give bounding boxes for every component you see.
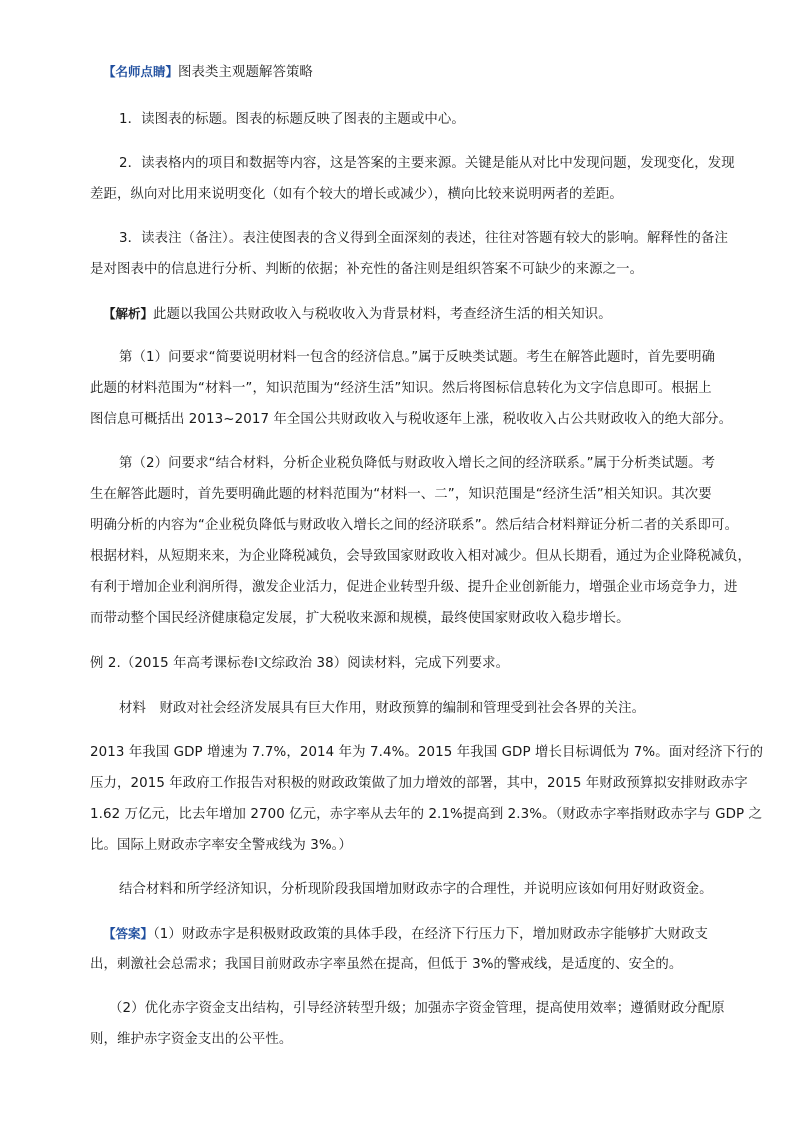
- tip-item-1: 1．读图表的标题。图表的标题反映了图表的主题或中心。: [119, 112, 465, 127]
- analysis-tag: 【解析】: [103, 306, 154, 321]
- tip-heading: [0, 60, 794, 84]
- example-material-line-2: 压力，2015 年政府工作报告对积极的财政政策做了加力增效的部署，其中，2015 年财政预算拟安排财政赤字: [90, 776, 748, 791]
- answer-line-1: [0, 922, 794, 946]
- answer-item-2-line-1: （2）优化赤字资金支出结构，引导经济转型升级；加强赤字资金管理，提高使用效率；遵循财政分配原: [109, 1001, 725, 1016]
- example-heading: 例 2.（2015 年高考课标卷Ⅰ文综政治 38）阅读材料，完成下列要求。: [90, 656, 510, 671]
- analysis-p1-line-1: 第（1）问要求“简要说明材料一包含的经济信息。”属于反映类试题。考生在解答此题时，首先要明确: [119, 350, 716, 365]
- analysis-p2-line-2: 生在解答此题时，首先要明确此题的材料范围为“材料一、二”，知识范围是“经济生活”相关知识。其次要: [90, 487, 712, 502]
- example-material-intro: 材料 财政对社会经济发展具有巨大作用，财政预算的编制和管理受到社会各界的关注。: [119, 701, 646, 716]
- example-question: 结合材料和所学经济知识，分析现阶段我国增加财政赤字的合理性，并说明应该如何用好财政资金。: [119, 882, 713, 897]
- answer-item-1-line-2: 出，刺激社会总需求；我国目前财政赤字率虽然在提高，但低于 3%的警戒线，是适度的、安全的。: [90, 957, 683, 972]
- answer-item-2-line-2: 则，维护赤字资金支出的公平性。: [90, 1032, 293, 1047]
- tip-item-2-line-1: 2．读表格内的项目和数据等内容，这是答案的主要来源。关键是能从对比中发现问题，发现变化，发现: [119, 156, 735, 171]
- analysis-p1-line-3: 图信息可概括出 2013~2017 年全国公共财政收入与税收逐年上涨，税收收入占公共财政收入的绝大部分。: [90, 412, 733, 427]
- analysis-p2-line-4: 根据材料，从短期来来，为企业降税减负，会导致国家财政收入相对减少。但从长期看，通过为企业降税减负，: [90, 549, 752, 564]
- tip-tag: 【名师点睛】: [103, 64, 179, 79]
- analysis-p1-line-2: 此题的材料范围为“材料一”，知识范围为“经济生活”知识。然后将图标信息转化为文字信息即可。根据上: [90, 381, 712, 396]
- answer-tag: 【答案】: [103, 926, 154, 941]
- example-material-line-1: 2013 年我国 GDP 增速为 7.7%，2014 年为 7.4%。2015 年我国 GDP 增长目标调低为 7%。面对经济下行的: [90, 745, 764, 760]
- analysis-p2-line-1: 第（2）问要求“结合材料，分析企业税负降低与财政收入增长之间的经济联系。”属于分析类试题。考: [119, 456, 716, 471]
- tip-item-3-line-1: 3．读表注（备注）。表注使图表的含义得到全面深刻的表述，往往对答题有较大的影响。解释性的备注: [119, 231, 728, 246]
- tip-item-3-line-2: 是对图表中的信息进行分析、判断的依据；补充性的备注则是组织答案不可缺少的来源之一。: [90, 262, 644, 277]
- answer-item-1-line-1: （1）财政赤字是积极财政政策的具体手段，在经济下行压力下，增加财政赤字能够扩大财政支: [153, 927, 709, 942]
- analysis-p2-line-3: 明确分析的内容为“企业税负降低与财政收入增长之间的经济联系”。然后结合材料辩证分析二者的关系即可。: [90, 518, 739, 533]
- analysis-p2-line-5: 有利于增加企业利润所得，激发企业活力，促进企业转型升级、提升企业创新能力，增强企业市场竞争力，进: [90, 580, 738, 595]
- analysis-intro: 此题以我国公共财政收入与税收收入为背景材料，考查经济生活的相关知识。: [153, 307, 612, 322]
- analysis-p2-line-6: 而带动整个国民经济健康稳定发展，扩大税收来源和规模，最终使国家财政收入稳步增长。: [90, 611, 630, 626]
- tip-title: 图表类主观题解答策略: [178, 65, 313, 80]
- analysis-heading: [0, 302, 794, 326]
- example-material-line-4: 比。国际上财政赤字率安全警戒线为 3%。）: [90, 838, 352, 853]
- tip-item-2-line-2: 差距，纵向对比用来说明变化（如有个较大的增长或减少），横向比较来说明两者的差距。: [90, 187, 623, 202]
- example-material-line-3: 1.62 万亿元，比去年增加 2700 亿元，赤字率从去年的 2.1%提高到 2.3%。（财政赤字率指财政赤字与 GDP 之: [90, 807, 763, 822]
